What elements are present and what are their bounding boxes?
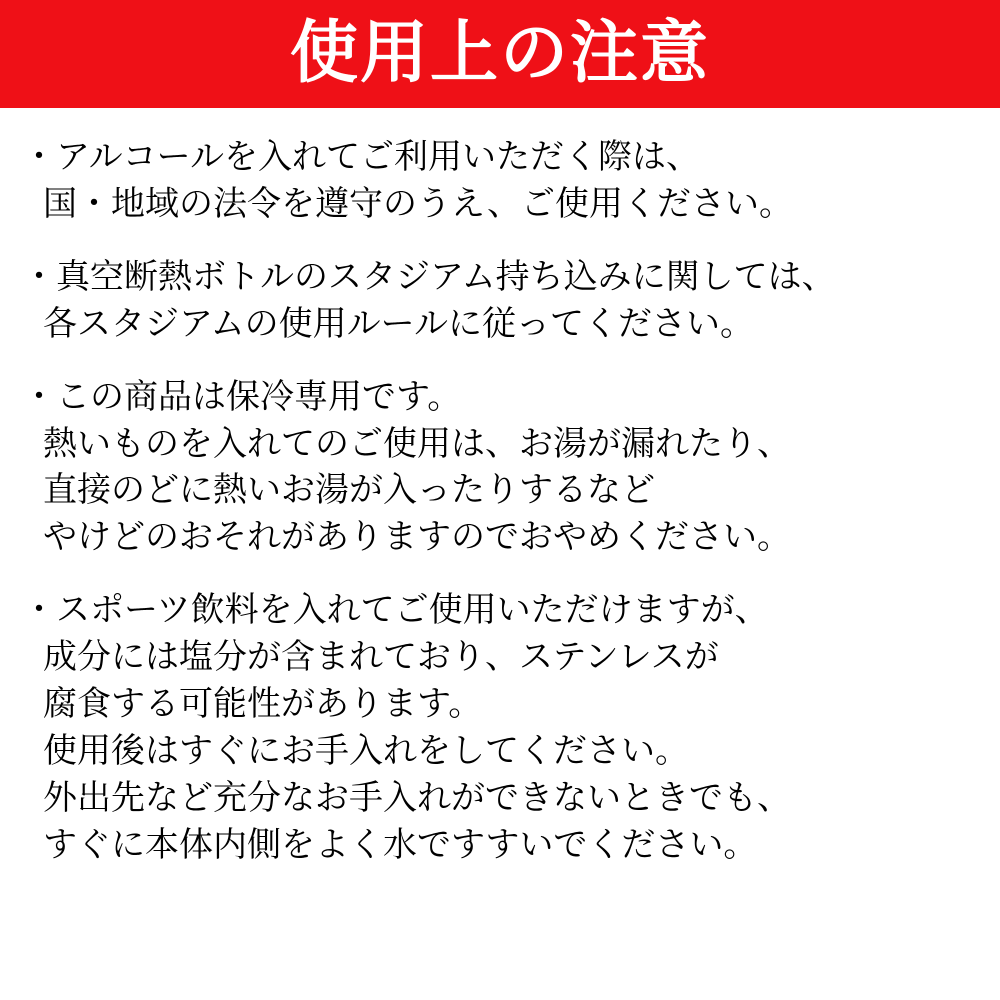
note-item <box>22 254 976 348</box>
note-line: ・スポーツ飲料を入れてご使用いただけますが、 <box>22 590 769 631</box>
note-line: やけどのおそれがありますのでおやめください。 <box>43 517 791 558</box>
note-item <box>22 134 976 228</box>
note-line: 外出先など充分なお手入れができないときでも、 <box>43 777 791 818</box>
page-header <box>0 0 1000 108</box>
note-line: 熱いものを入れてのご使用は、お湯が漏れたり、 <box>43 423 791 464</box>
page-title: 使用上の注意 <box>289 14 710 93</box>
notice-list <box>0 108 1000 869</box>
note-item <box>22 587 976 868</box>
note-line: すぐに本体内側をよく水ですすいでください。 <box>43 824 758 865</box>
note-line: ・アルコールを入れてご利用いただく際は、 <box>22 137 700 177</box>
note-item <box>22 374 976 562</box>
note-line: 国・地域の法令を遵守のうえ、ご使用ください。 <box>43 183 794 224</box>
note-line: 使用後はすぐにお手入れをしてください。 <box>43 730 689 771</box>
note-line: 各スタジアムの使用ルールに従ってください。 <box>43 303 754 344</box>
note-line: 成分には塩分が含まれており、ステンレスが <box>43 637 719 678</box>
note-line: 直接のどに熱いお湯が入ったりするなど <box>43 470 655 511</box>
note-line: ・この商品は保冷専用です。 <box>22 376 462 417</box>
note-line: ・真空断熱ボトルのスタジアム持ち込みに関しては、 <box>22 256 836 297</box>
note-line: 腐食する可能性があります。 <box>43 684 483 725</box>
